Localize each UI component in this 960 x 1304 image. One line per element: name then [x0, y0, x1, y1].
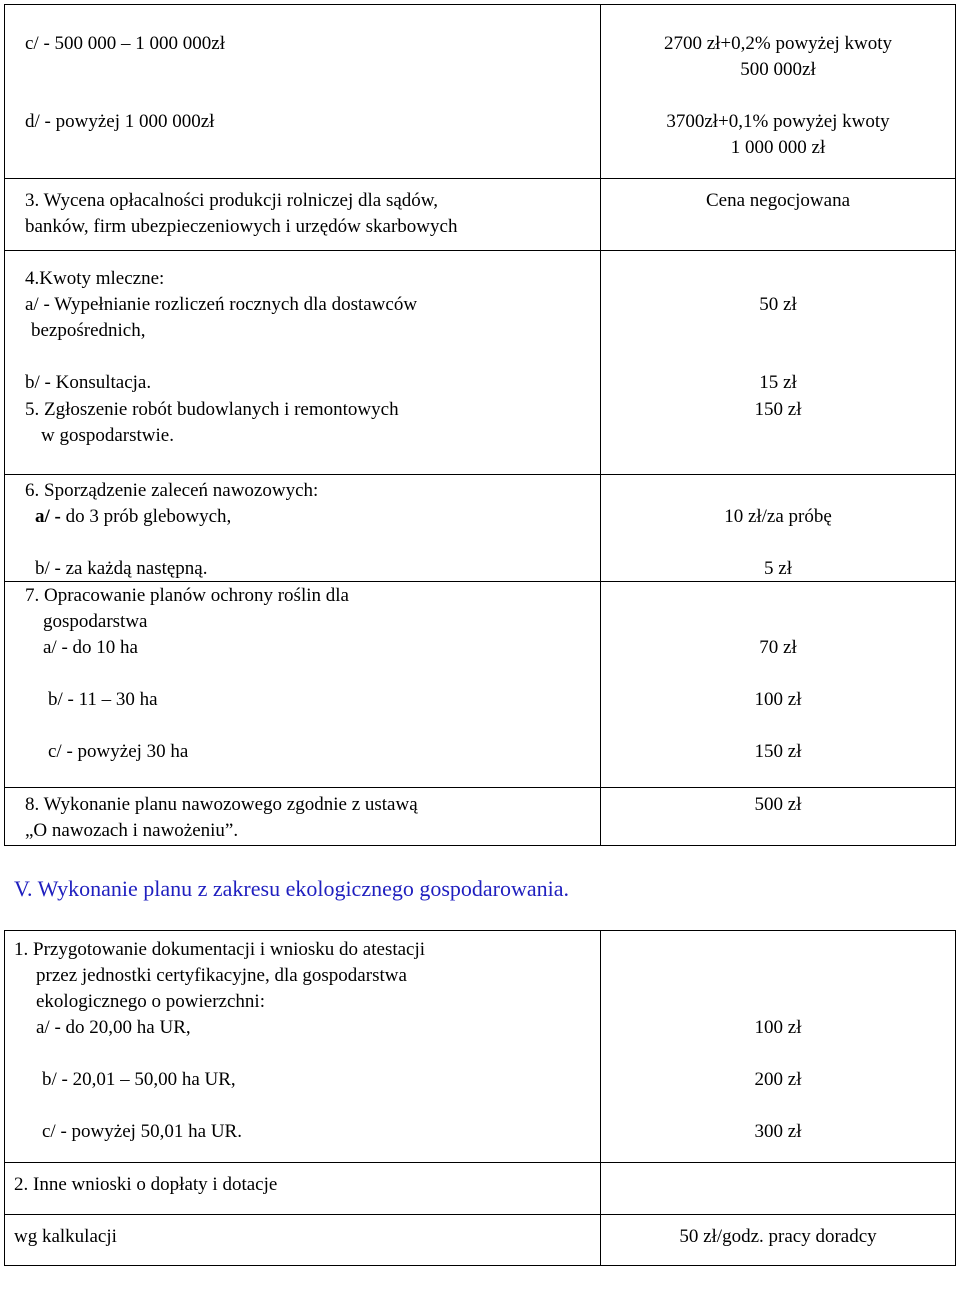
item8-line2: „O nawozach i nawożeniu”.: [25, 820, 239, 841]
bottom-item1-c: c/ - powyżej 50,01 ha UR.: [42, 1121, 242, 1142]
row-divider: [4, 178, 956, 179]
item3-price: Cena negocjowana: [705, 190, 851, 211]
item4-a-price: 50 zł: [759, 294, 797, 315]
bottom-item1-line2: przez jednostki certyfikacyjne, dla gospodarstwa: [36, 965, 407, 986]
bottom-item1-colon: :: [259, 991, 265, 1012]
item8-price: 500 zł: [754, 794, 802, 815]
top-border: [4, 4, 956, 5]
item7-b-price: 100 zł: [754, 689, 802, 710]
bottom-item1-a-price: 100 zł: [754, 1017, 802, 1038]
bottom-item2: 2. Inne wnioski o dopłaty i dotacje: [14, 1174, 278, 1195]
bottom-item1-line3-text: ekologicznego o powierzchni: [36, 991, 260, 1012]
item5-line2: w gospodarstwie.: [41, 425, 174, 446]
bottom-item1-a: a/ - do 20,00 ha UR,: [36, 1017, 191, 1038]
row-d-label: d/ - powyżej 1 000 000zł: [25, 111, 215, 132]
row-divider: [4, 1214, 956, 1215]
row-divider: [4, 787, 956, 788]
row-divider: [4, 1162, 956, 1163]
item7-b: b/ - 11 – 30 ha: [48, 689, 158, 710]
section-v-heading: V. Wykonanie planu z zakresu ekologicznego gospodarowania.: [14, 876, 570, 901]
column-divider-bottom: [600, 930, 601, 1266]
calc-label: wg kalkulacji: [14, 1226, 117, 1247]
item4-b-price: 15 zł: [759, 372, 797, 393]
item6-a-text: do 3 prób glebowych,: [65, 506, 232, 527]
item3-line1: 3. Wycena opłacalności produkcji rolniczej dla sądów,: [25, 190, 439, 211]
bottom-item1-title: Przygotowanie dokumentacji i wniosku do atestacji: [33, 939, 426, 960]
item7-a: a/ - do 10 ha: [43, 637, 138, 658]
item6-a-price: 10 zł/za próbę: [724, 506, 832, 527]
item6-b-price: 5 zł: [764, 558, 792, 579]
bottom-table-top: [4, 930, 956, 931]
calc-price: 50 zł/godz. pracy doradcy: [679, 1226, 877, 1247]
bottom-item1-b-price: 200 zł: [754, 1069, 802, 1090]
item7-c: c/ - powyżej 30 ha: [48, 741, 189, 762]
bottom-item1-number: 1.: [14, 939, 29, 960]
row-c-price-line2: 500 000zł: [740, 59, 816, 80]
item5-price: 150 zł: [754, 399, 802, 420]
bottom-item1-b: b/ - 20,01 – 50,00 ha UR,: [42, 1069, 236, 1090]
right-border-bottom: [955, 930, 956, 1266]
row-c-label: c/ - 500 000 – 1 000 000zł: [25, 33, 226, 54]
table-bottom-border: [4, 845, 956, 846]
item6-a-marker: a/ -: [35, 506, 61, 527]
item7-a-price: 70 zł: [759, 637, 797, 658]
bottom-item1-c-price: 300 zł: [754, 1121, 802, 1142]
item5-line1: 5. Zgłoszenie robót budowlanych i remontowych: [25, 399, 399, 420]
bottom-item1-line1: [14, 937, 425, 963]
item7-line2: gospodarstwa: [43, 611, 148, 632]
item4-b: b/ - Konsultacja.: [25, 372, 152, 393]
bottom-table-bottom: [4, 1265, 956, 1266]
row-d-price-line2: 1 000 000 zł: [730, 137, 826, 158]
item7-c-price: 150 zł: [754, 741, 802, 762]
left-border-top: [4, 4, 5, 846]
item6-a: [35, 504, 231, 530]
item3-line2: banków, firm ubezpieczeniowych i urzędów skarbowych: [25, 216, 458, 237]
row-divider: [4, 474, 956, 475]
left-border-bottom: [4, 930, 5, 1266]
item6-b: b/ - za każdą następną.: [35, 558, 208, 579]
item8-line1: 8. Wykonanie planu nawozowego zgodnie z ustawą: [25, 794, 418, 815]
item7-line1: 7. Opracowanie planów ochrony roślin dla: [25, 585, 349, 606]
item4-a-line1: a/ - Wypełnianie rozliczeń rocznych dla dostawców: [25, 294, 418, 315]
bottom-item1-line3: [36, 989, 265, 1015]
row-d-price-line1: 3700zł+0,1% powyżej kwoty: [666, 111, 890, 132]
item4-a-line2: bezpośrednich,: [31, 320, 146, 341]
row-c-price-line1: 2700 zł+0,2% powyżej kwoty: [663, 33, 893, 54]
item6-title: 6. Sporządzenie zaleceń nawozowych:: [25, 480, 319, 501]
item4-title: 4.Kwoty mleczne:: [25, 268, 165, 289]
row-divider: [4, 250, 956, 251]
